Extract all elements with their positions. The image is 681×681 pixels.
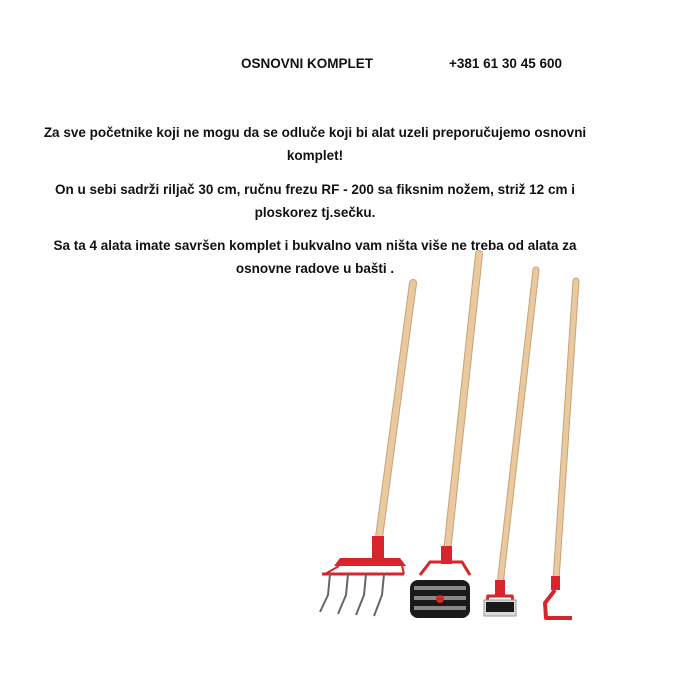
contents-paragraph: On u sebi sadrži riljač 30 cm, ručnu frezu RF - 200 sa fiksnim nožem, striž 12 cm i ploskorez tj.sečku. xyxy=(55,182,575,220)
intro-paragraph: Za sve početnike koji ne mogu da se odluče koji bi alat uzeli preporučujemo osnovni komplet! xyxy=(43,125,587,163)
cultivator-tool xyxy=(320,283,413,616)
summary-paragraph: Sa ta 4 alata imate savršen komplet i bukvalno vam ništa više ne treba od alata za osnovne radove u bašti . xyxy=(53,238,577,276)
page-title: OSNOVNI KOMPLET xyxy=(241,56,374,71)
scuffle-hoe-tool xyxy=(484,270,536,616)
header xyxy=(0,56,681,74)
phone-number: +381 61 30 45 600 xyxy=(449,56,562,71)
tools-image xyxy=(300,245,600,635)
roller-tiller-tool xyxy=(410,254,479,618)
flat-hoe-tool xyxy=(545,281,576,618)
